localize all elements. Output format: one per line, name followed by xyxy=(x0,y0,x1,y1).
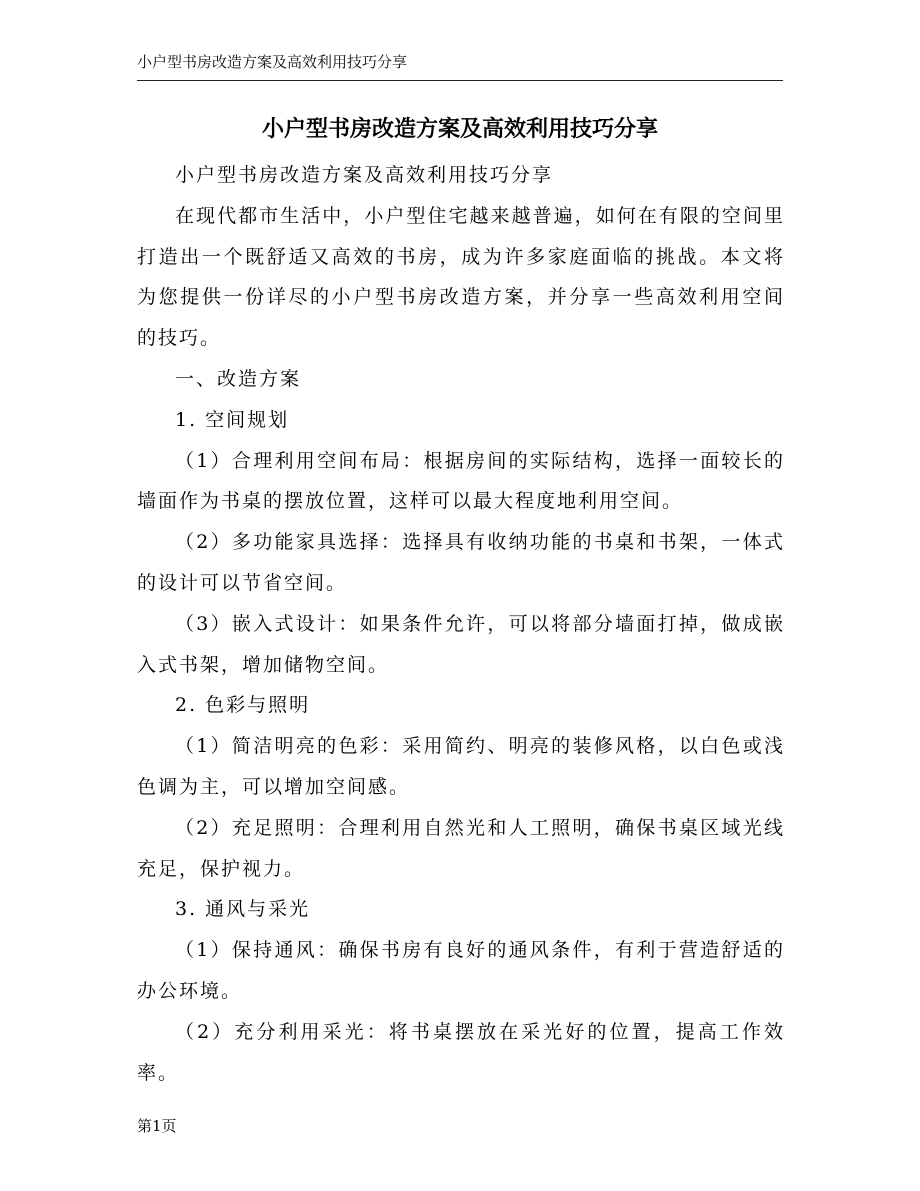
subsection-heading: 3. 通风与采光 xyxy=(175,898,311,921)
paragraph: （1）简洁明亮的色彩：采用简约、明亮的装修风格，以白色或浅色调为主，可以增加空间感。 xyxy=(137,735,785,798)
subsection-heading: 2. 色彩与照明 xyxy=(175,694,311,717)
header-divider xyxy=(137,80,783,81)
paragraph: 在现代都市生活中，小户型住宅越来越普遍，如何在有限的空间里打造出一个既舒适又高效的书房，成为许多家庭面临的挑战。本文将为您提供一份详尽的小户型书房改造方案，并分享一些高效利用空间的技巧。 xyxy=(137,204,785,350)
paragraph: （1）保持通风：确保书房有良好的通风条件，有利于营造舒适的办公环境。 xyxy=(137,939,785,1002)
paragraph: 小户型书房改造方案及高效利用技巧分享 xyxy=(175,164,554,186)
section-heading: 一、改造方案 xyxy=(175,367,302,390)
document-title: 小户型书房改造方案及高效利用技巧分享 xyxy=(261,116,658,142)
paragraph: （2）多功能家具选择：选择具有收纳功能的书桌和书架，一体式的设计可以节省空间。 xyxy=(137,531,785,594)
paragraph: （2）充分利用采光：将书桌摆放在采光好的位置，提高工作效率。 xyxy=(137,1020,785,1084)
document-body xyxy=(137,155,785,1093)
paragraph: （2）充足照明：合理利用自然光和人工照明，确保书桌区域光线充足，保护视力。 xyxy=(137,816,785,880)
subsection-heading: 1. 空间规划 xyxy=(175,408,290,431)
page-number: 第1页 xyxy=(137,1117,177,1135)
paragraph: （1）合理利用空间布局：根据房间的实际结构，选择一面较长的墙面作为书桌的摆放位置，这样可以最大程度地利用空间。 xyxy=(137,449,785,513)
running-header: 小户型书房改造方案及高效利用技巧分享 xyxy=(137,53,408,71)
paragraph: （3）嵌入式设计：如果条件允许，可以将部分墙面打掉，做成嵌入式书架，增加储物空间。 xyxy=(137,612,785,676)
